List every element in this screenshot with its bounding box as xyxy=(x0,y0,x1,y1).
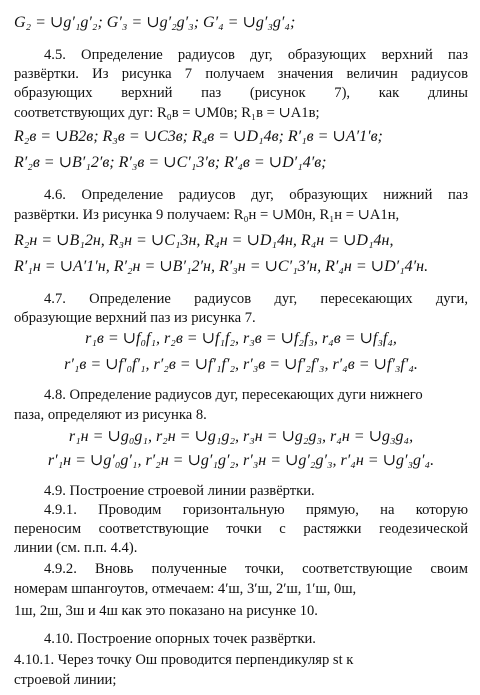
heading-4-6: 4.6. Определение радиусов дуг, образующих нижний паз xyxy=(44,187,468,203)
formula-line: R₂н = ∪B₁2н, R₃н = ∪C₁3н, R₄н = ∪D₁4н, R₄н = ∪D₁4н, xyxy=(14,232,394,249)
text-line: 4.10.1. Через точку Ош проводится перпендикуляр st к xyxy=(14,652,354,668)
formula-line: r₁н = ∪g₀g₁, r₂н = ∪g₁g₂, r₃н = ∪g₂g₃, r₄н = ∪g₃g₄, xyxy=(68,428,414,445)
text-line: 1ш, 2ш, 3ш и 4ш как это показано на рисунке 10. xyxy=(14,603,318,619)
text-line: переносим соответствующие точки с растяжки геодезической xyxy=(14,521,468,537)
formula-line: R₂в = ∪B2в; R₃в = ∪C3в; R₄в = ∪D₁4в; R′₁в = ∪A′1′в; xyxy=(14,128,383,145)
heading-4-9: 4.9. Построение строевой линии развёртки. xyxy=(44,483,315,499)
formula-line: соответствующих дуг: R₀в = ∪M0в; R₁в = ∪A1в; xyxy=(14,105,320,121)
text-line: паза, определяют из рисунка 8. xyxy=(14,407,207,423)
heading-4-7: 4.7. Определение радиусов дуг, пересекающих дуги, xyxy=(44,291,468,307)
text-line: развёртки. Из рисунка 9 получаем: R₀н = ∪M0н, R₁н = ∪A1н, xyxy=(14,207,400,223)
heading-4-5: 4.5. Определение радиусов дуг, образующих верхний паз xyxy=(44,47,468,63)
heading-4-8: 4.8. Определение радиусов дуг, пересекающих дуги нижнего xyxy=(44,387,423,403)
text-line: линии (см. п.п. 4.4). xyxy=(14,540,138,556)
heading-4-10: 4.10. Построение опорных точек развёртки. xyxy=(44,631,316,647)
formula-line: r₁в = ∪f₀f₁, r₂в = ∪f₁f₂, r₃в = ∪f₂f₃, r₄в = ∪f₃f₄, xyxy=(85,330,397,347)
text-line: 4.9.1. Проводим горизонтальную прямую, на которую xyxy=(44,502,468,518)
text-line: 4.9.2. Вновь полученные точки, соответствующие своим xyxy=(44,561,468,577)
text-line: строевой линии; xyxy=(14,672,117,688)
formula-line: R′₂в = ∪B′₁2′в; R′₃в = ∪C′₁3′в; R′₄в = ∪D′₁4′в; xyxy=(14,154,327,171)
text-line: номерам шпангоутов, отмечаем: 4′ш, 3′ш, 2′ш, 1′ш, 0ш, xyxy=(14,581,357,597)
text-line: образующих верхний паз (рисунок 7), как длины xyxy=(14,85,468,101)
formula-line: r′₁н = ∪g′₀g′₁, r′₂н = ∪g′₁g′₂, r′₃н = ∪g′₂g′₃, r′₄н = ∪g′₃g′₄. xyxy=(47,452,435,469)
formula-line-g: G₂ = ∪g′₁g′₂; G′₃ = ∪g′₂g′₃; G′₄ = ∪g′₃g′₄; xyxy=(14,14,296,31)
formula-line: r′₁в = ∪f′₀f′₁, r′₂в = ∪f′₁f′₂, r′₃в = ∪f′₂f′₃, r′₄в = ∪f′₃f′₄. xyxy=(64,356,418,373)
text-line: образующие верхний паз из рисунка 7. xyxy=(14,310,256,326)
formula-line: R′₁н = ∪A′1′н, R′₂н = ∪B′₁2′н, R′₃н = ∪C′₁3′н, R′₄н = ∪D′₁4′н. xyxy=(14,258,429,275)
text-line: развёртки. Из рисунка 7 получаем значения величин радиусов xyxy=(14,66,468,82)
